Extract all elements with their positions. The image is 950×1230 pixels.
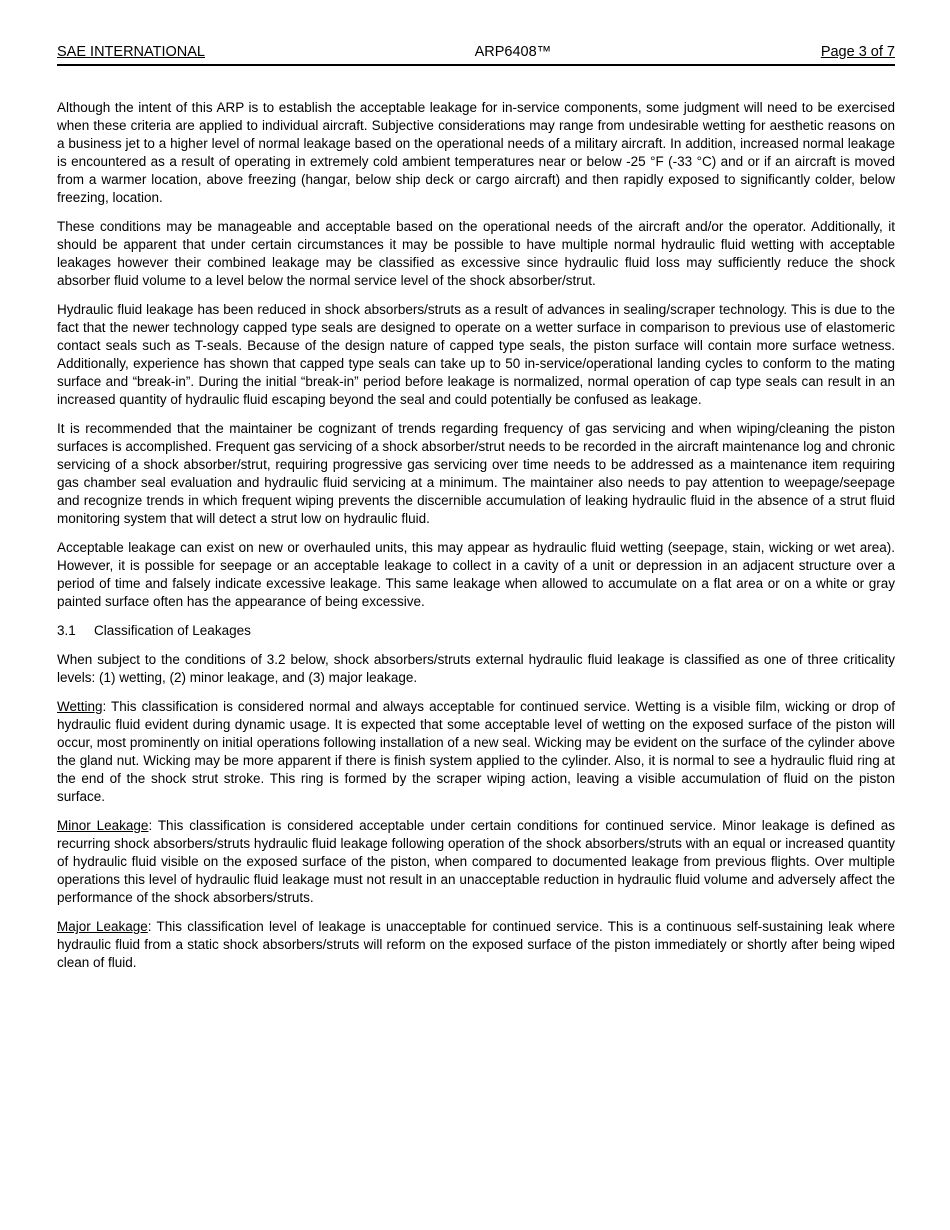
paragraph-acceptable-leakage: Acceptable leakage can exist on new or overhauled units, this may appear as hydraulic fluid wetting (seepage, stain, wicking or wet area). However, it is possible for seepage or an acceptable leakage to collect in a cavity of a unit or depression in an adjacent structure over a period of time and falsely indicate excessive leakage. This same leakage when allowed to accumulate on a flat area or on a white or gray painted surface often has the appearance of being excessive. xyxy=(57,540,895,609)
paragraph-maintainer-recommendation: It is recommended that the maintainer be cognizant of trends regarding frequency of gas servicing and when wiping/cleaning the piston surfaces is accomplished. Frequent gas servicing of a shock absorber/strut needs to be recorded in the aircraft maintenance log and chronic servicing of a shock absorber/strut, requiring progressive gas servicing over time needs to be addressed as a maintenance item requiring gas chamber seal evaluation and hydraulic fluid servicing at a minimum. The maintainer also needs to pay attention to weepage/seepage and recognize trends in which frequent wiping prevents the discernible accumulation of leaking hydraulic fluid in the absence of a strut fluid monitoring system that will detect a strut low on hydraulic fluid. xyxy=(57,421,895,526)
paragraph-seal-technology: Hydraulic fluid leakage has been reduced in shock absorbers/struts as a result of advances in sealing/scraper technology. This is due to the fact that the newer technology capped type seals are designed to operate on a wetter surface in comparison to previous use of elastomeric contact seals such as T-seals. Because of the design nature of capped type seals, the piston surface will contain more surface wetness. Additionally, experience has shown that capped type seals can take up to 50 in-service/operational landing cycles to conform to the mating surface and “break-in”. During the initial “break-in” period before leakage is normalized, normal operation of cap type seals can result in an increased quantity of hydraulic fluid escaping beyond the seal and could potentially be confused as leakage. xyxy=(57,302,895,407)
paragraph-intent: Although the intent of this ARP is to establish the acceptable leakage for in-service components, some judgment will need to be exercised when these criteria are applied to individual aircraft. Subjective considerations may range from undesirable wetting for aesthetic reasons on a business jet to a higher level of normal leakage based on the operational needs of a military aircraft. In addition, increased normal leakage is encountered as a result of operating in extremely cold ambient temperatures near or below -25 °F (-33 °C) and or if an aircraft is moved from a warmer location, above freezing (hangar, below ship deck or cargo aircraft) and then rapidly exposed to significantly colder, below freezing, location. xyxy=(57,100,895,205)
section-number: 3.1 xyxy=(57,623,76,638)
text-minor-leakage: : This classification is considered acceptable under certain conditions for continued service. Minor leakage is defined as recurring shock absorbers/struts hydraulic fluid leakage following operation of the shock absorbers/struts with an equal or increased quantity of hydraulic fluid visible on the exposed surface of the piston, when compared to documented leakage from previous flights. Over multiple operations this level of hydraulic fluid leakage must not result in an unacceptable reduction in hydraulic fluid volume and adversely affect the performance of the shock absorbers/struts. xyxy=(57,818,896,905)
document-body xyxy=(57,99,895,972)
header-page-number: Page 3 of 7 xyxy=(820,44,895,60)
page-header xyxy=(57,44,895,61)
paragraph-major-leakage xyxy=(57,918,895,972)
paragraph-wetting xyxy=(57,698,895,806)
paragraph-minor-leakage xyxy=(57,817,895,907)
term-major-leakage: Major Leakage xyxy=(57,919,148,934)
header-document-number: ARP6408™ xyxy=(474,44,552,60)
text-major-leakage: : This classification level of leakage is unacceptable for continued service. This is a continuous self-sustaining leak where hydraulic fluid from a static shock absorbers/struts will reform on the exposed surface of the piston immediately or shortly after being wiped clean of fluid. xyxy=(57,919,895,970)
header-organization: SAE INTERNATIONAL xyxy=(57,44,205,60)
paragraph-conditions: These conditions may be manageable and acceptable based on the operational needs of the aircraft and/or the operator. Additionally, it should be apparent that under certain circumstances it may be possible to have multiple normal hydraulic fluid wetting with acceptable leakages however their combined leakage may be classified as excessive since hydraulic fluid loss may sufficiently reduce the shock absorber fluid volume to a level below the normal service level of the shock absorber/strut. xyxy=(57,219,895,288)
header-rule xyxy=(57,64,895,66)
section-title: Classification of Leakages xyxy=(94,623,251,638)
text-wetting: : This classification is considered normal and always acceptable for continued service. Wetting is a visible film, wicking or drop of hydraulic fluid evident during dynamic usage. It is expected that some acceptable level of wetting on the exposed surface of the piston will occur, most prominently on initial operations following installation of a new seal. Wicking may be evident on the surface of the cylinder above the gland nut. Wicking may be more apparent if there is finish system applied to the cylinder. Also, it is normal to see a hydraulic fluid ring at the end of the shock strut stroke. This ring is formed by the scraper wiping action, leaving a visible accumulation of fluid on the piston surface. xyxy=(57,699,895,804)
paragraph-classification-intro: When subject to the conditions of 3.2 below, shock absorbers/struts external hydraulic fluid leakage is classified as one of three criticality levels: (1) wetting, (2) minor leakage, and (3) major leakage. xyxy=(57,652,895,685)
term-minor-leakage: Minor Leakage xyxy=(57,818,149,833)
section-heading-3-1 xyxy=(57,622,895,640)
term-wetting: Wetting xyxy=(57,699,103,714)
